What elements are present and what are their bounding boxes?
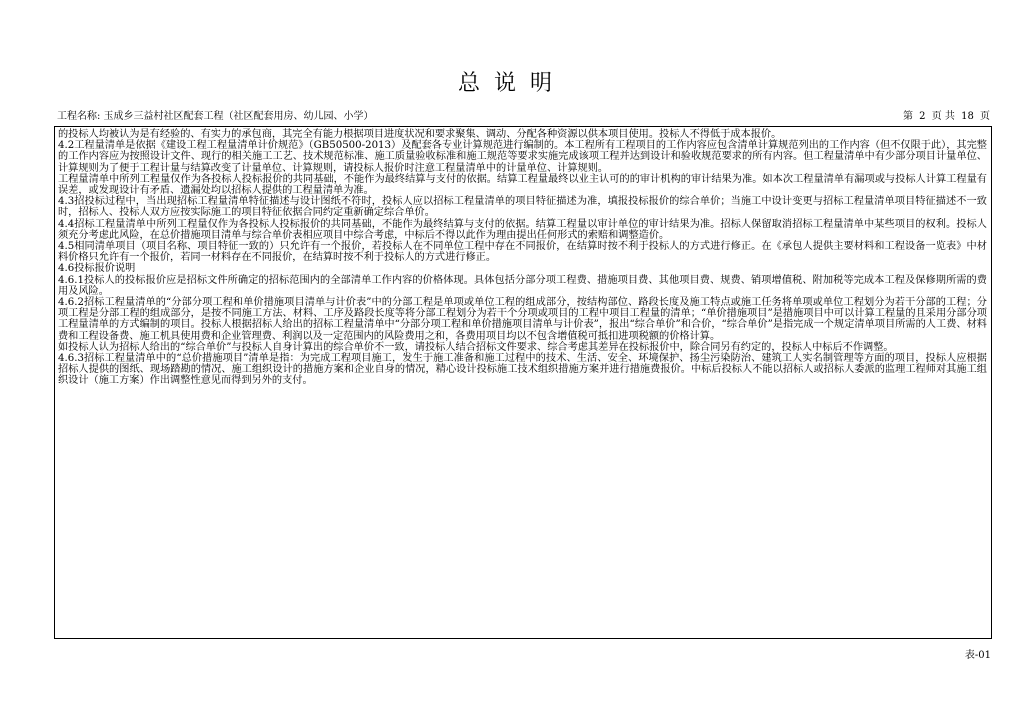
paragraph: 4.6投标报价说明 (58, 263, 136, 275)
page-suffix: 页 (980, 111, 990, 122)
paragraph: 4.2工程量清单是依据《建设工程工程量清单计价规范》（GB50500-2013）及配套各专业计算规范进行编制的。本工程所有工程项目的工作内容应包含清单计算规范列出的工作内容（但不仅限于此），其完整的工作内容应为按照设计文件、现行的相关施工工艺、技术规范标准、施工质量验收标准和施工规范等要求实施完成该项工程并达到设计和验收规范要求的所有内容。但工程量清单中有少部分项目计量单位、计算规则为了便于工程计量与结算改变了计量单位、计算规则，请投标人报价时注意工程量清单中的计量单位、计算规则。 (58, 140, 987, 174)
page-total: 18 (961, 111, 974, 122)
paragraph: 4.3招投标过程中，当出现招标工程量清单特征描述与设计图纸不符时，投标人应以招标工程量清单的项目特征描述为准，填报投标报价的综合单价；当施工中设计变更与招标工程量清单项目特征描述不一致时，招标人、投标人双方应按实际施工的项目特征依据合同约定重新确定综合单价。 (58, 196, 987, 219)
description-body (54, 126, 992, 639)
page-indicator (900, 111, 990, 123)
paragraph: 如投标人认为招标人给出的“综合单价”与投标人自身计算出的综合单价不一致，请投标人结合招标文件要求、综合考虑其差异在投标报价中，除合同另有约定的，投标人中标后不作调整。 (58, 341, 894, 353)
page-title: 总说明 (457, 71, 566, 96)
paragraph: 4.6.2招标工程量清单的“分部分项工程和单价措施项目清单与计价表”中的分部工程是单项或单位工程的组成部分，按结构部位、路段长度及施工特点或施工任务将单项或单位工程划分为若干分部的工程；分项工程是分部工程的组成部分，是按不同施工方法、材料、工序及路段长度等将分部工程划分为若干个分项或项目的工程中项目工程量的清单；“单价措施项目”是措施项目中可以计算工程量的且采用分部分项工程量清单的方式编制的项目。投标人根据招标人给出的招标工程量清单中“分部分项工程和单价措施项目清单与计价表”，报出“综合单价”和合价，“综合单价”是指完成一个规定清单项目所需的人工费、材料费和工程设备费、施工机具使用费和企业管理费、利润以及一定范围内的风险费用之和，各费用项目均以不包含增值税可抵扣进项税额的价格计算。 (58, 297, 987, 342)
form-code: 表-01 (964, 650, 991, 661)
paragraph: 工程量清单中所列工程量仅作为各投标人投标报价的共同基础，不能作为最终结算与支付的依据。结算工程量最终以业主认可的的审计机构的审计结果为准。如本次工程量清单有漏项或与投标人计算工程量有误差，或发现设计有矛盾、遗漏处均以招标人提供的工程量清单为准。 (58, 173, 987, 197)
paragraph: 4.5相同清单项目（项目名称、项目特征一致的）只允许有一个报价，若投标人在不同单位工程中存在不同报价，在结算时按不利于投标人的方式进行修正。在《承包人提供主要材料和工程设备一览表》中材料价格只允许有一个报价，若同一材料存在不同报价，在结算时按不利于投标人的方式进行修正。 (58, 241, 987, 264)
page-prefix: 第 (902, 111, 913, 122)
paragraph: 4.6.1投标人的投标报价应是招标文件所确定的招标范围内的全部清单工作内容的价格体现。具体包括分部分项工程费、措施项目费、其他项目费、规费、销项增值税、附加税等完成本工程及保修期所需的费用及风险。 (58, 274, 987, 297)
paragraph: 4.6.3招标工程量清单中的“总价措施项目”清单是指：为完成工程项目施工，发生于施工准备和施工过程中的技术、生活、安全、环境保护、扬尘污染防治、建筑工人实名制管理等方面的项目，投标人应根据招标人提供的图纸、现场踏勘的情况、施工组织设计的措施方案和企业自身的情况，精心设计投标施工技术组织措施方案并进行措施费报价。中标后投标人不能以招标人或招标人委派的监理工程师对其施工组织设计（施工方案）作出调整性意见而得到另外的支付。 (58, 353, 987, 387)
project-name: 工程名称: 玉成乡三益村社区配套工程（社区配套用房、幼儿园、小学） (57, 111, 374, 122)
paragraph: 的投标人均被认为是有经验的、有实力的承包商，其完全有能力根据项目进度状况和要求聚集、调动、分配各种资源以供本项目使用。投标人不得低于成本报价。 (58, 129, 782, 140)
page-current: 2 (919, 111, 926, 122)
page-mid: 页 共 (931, 111, 955, 122)
paragraph: 4.4招标工程量清单中所列工程量仅作为各投标人投标报价的共同基础，不能作为最终结算与支付的依据。结算工程量以审计单位的审计结果为准。招标人保留取消招标工程量清单中某些项目的权利。投标人须充分考虑此风险，在总价措施项目清单与综合单价表相应项目中综合考虑，中标后不得以此作为理由提出任何形式的索赔和调整造价。 (58, 218, 987, 241)
